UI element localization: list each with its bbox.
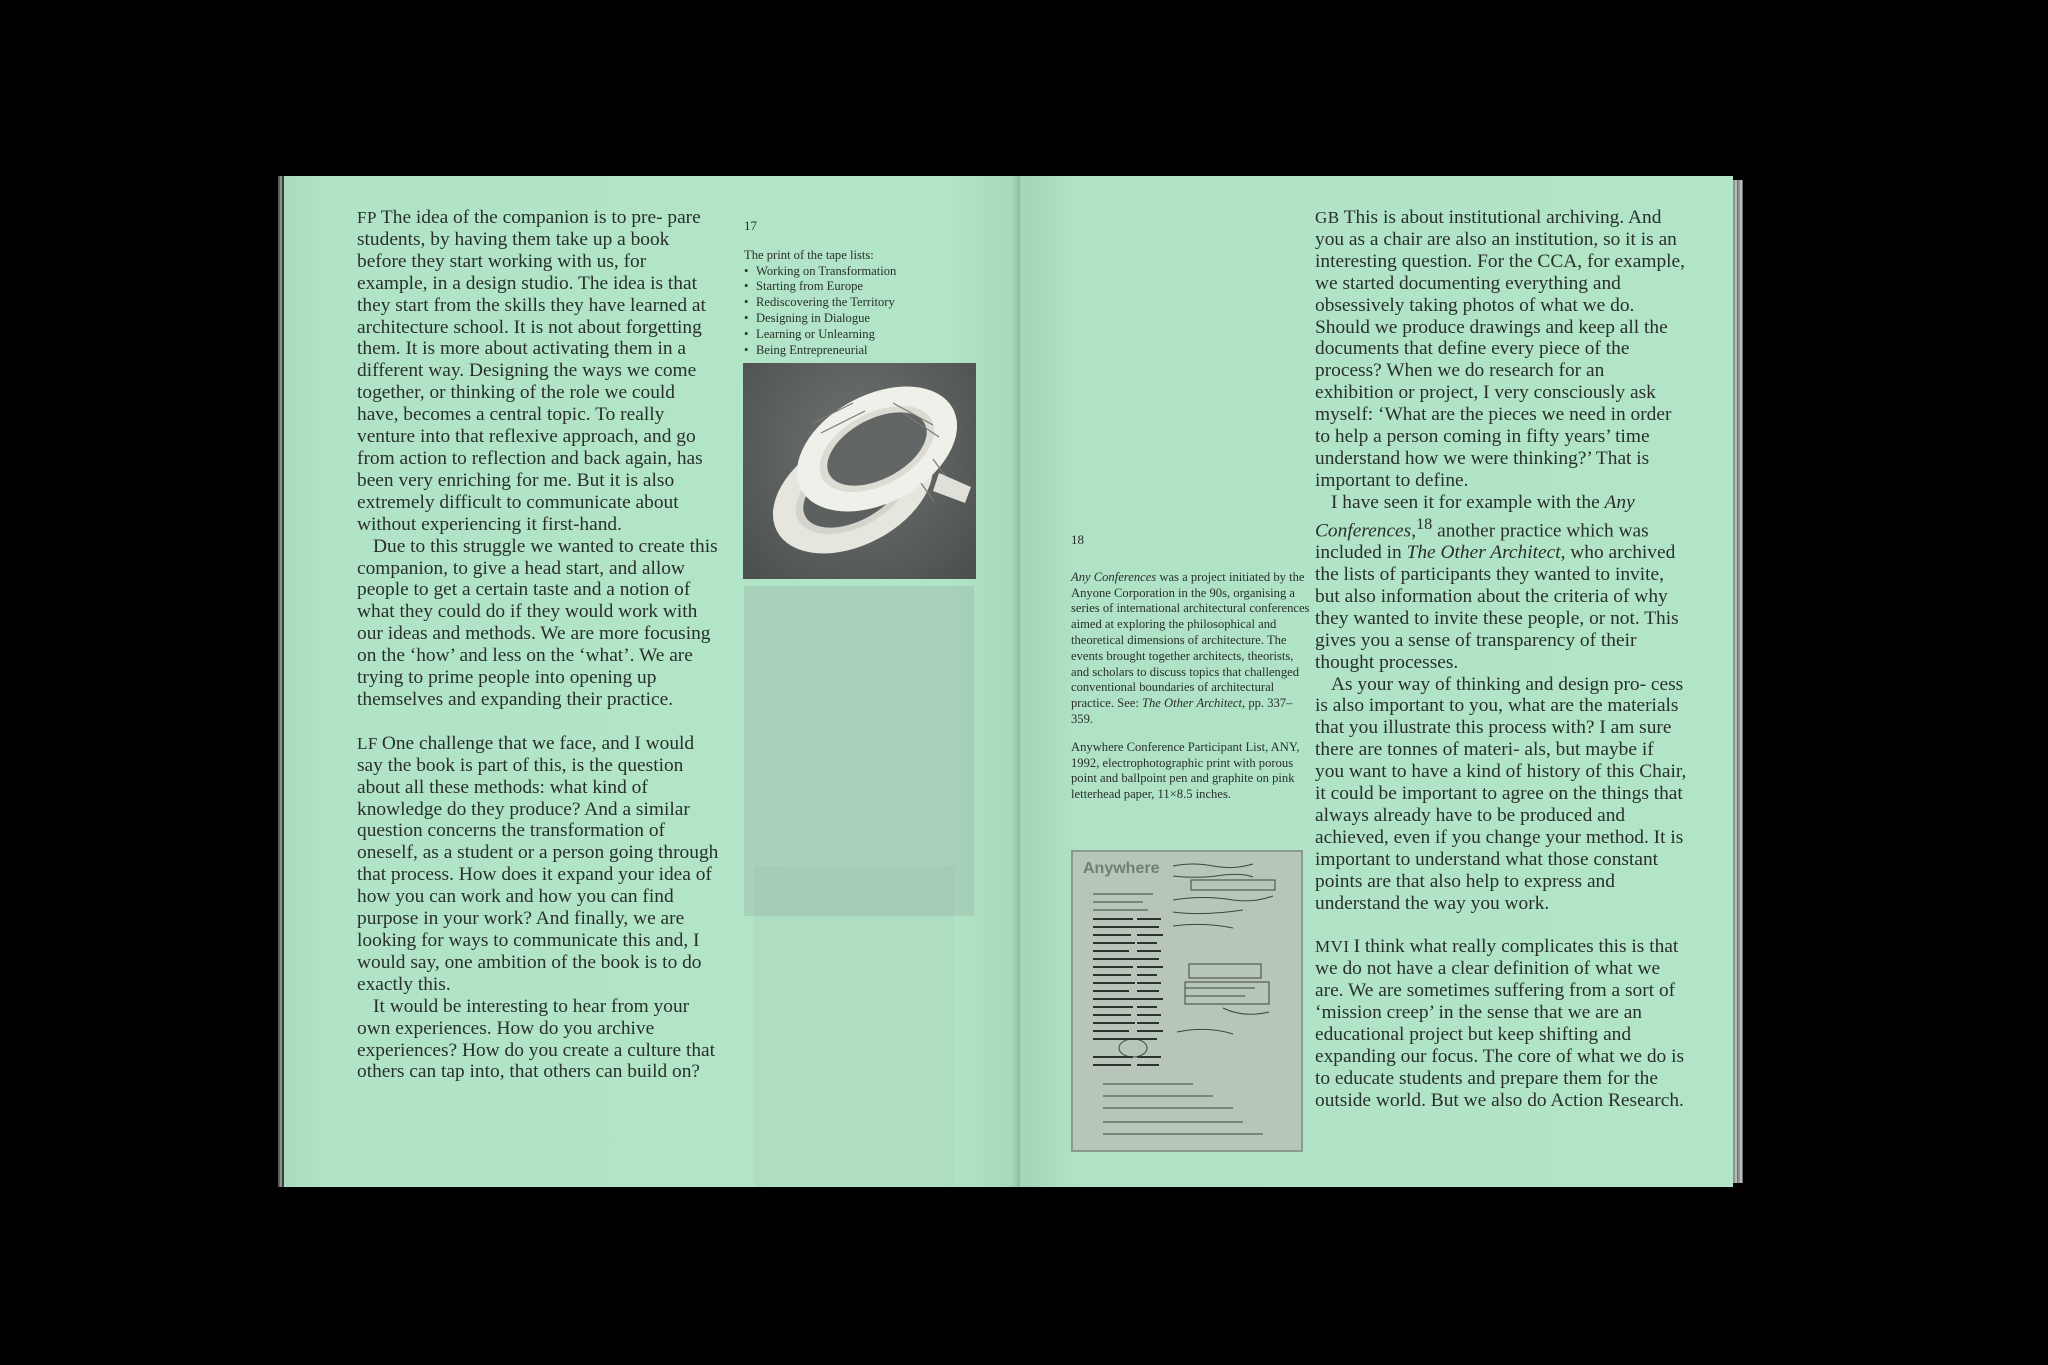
right-main-column <box>1315 207 1687 1112</box>
book-page-edges-right <box>1733 180 1743 1183</box>
paragraph-lf <box>357 733 719 996</box>
list-item: • Learning or Unlearning <box>744 327 984 343</box>
tape-roll-illustration <box>743 363 976 579</box>
paragraph: It would be interesting to hear from your own experiences. How do you archive experiences? How do you create a culture that others can tap into, that others can build on? <box>357 995 716 1083</box>
footnote-18 <box>1071 532 1311 803</box>
image-caption: Anywhere Conference Participant List, ANY, 1992, electrophotographic print with porous point and ballpoint pen and graphite on pink letterhead paper, 11×8.5 inches. <box>1071 739 1300 802</box>
paragraph: As your way of thinking and design pro- cess is also important to you, what are the materials that you illustrate this process with? I am sure there are tonnes of materi- als, but maybe if you want to have a kind of history of this Chair, it could be important to agree on the things that always already have to be produced and achieved, even if you change your method. It is important to understand what those constant points are that also help to express and understand the way you work. <box>1315 673 1687 914</box>
paragraph-text: I think what really complicates this is that we do not have a clear definition of what we are. We are sometimes suffering from a sort of ‘mission creep’ in the sense that we are an educational project but keep shifting and expanding our focus. The core of what we do is to educate students and prepare them for the outside world. But we also do Action Research. <box>1315 936 1685 1111</box>
list-item: • Designing in Dialogue <box>744 311 984 327</box>
text-span: , who archived the lists of participants they wanted to invite, but also information about the criteria of why they wanted to invite these people, or not. This gives you a sense of transparency of their thought processes. <box>1315 542 1679 673</box>
italic-title: The Other Architect <box>1406 542 1561 564</box>
paragraph-mvi <box>1315 936 1687 1111</box>
list-item: • Rediscovering the Territory <box>744 295 984 311</box>
italic-title: Any Conferences <box>1315 491 1635 542</box>
text-span: was a project initiated by the Anyone Corporation in the 90s, organising a series of international architectural conferences aimed at exploring the philosophical and theoretical dimensions of architecture. The events brought together architects, theorists, and scholars to discuss topics that challenged conventional boundaries of architectural practice. See: <box>1071 569 1310 711</box>
show-through-shadow <box>754 866 954 1187</box>
footnote-reference: 18 <box>1416 515 1433 533</box>
paragraph-text: The idea of the companion is to pre- pare students, by having them take up a book before they start working with us, for example, in a design studio. The idea is that they start from the skills they have learned at architecture school. It is not about forgetting them. It is more about activating them in a different way. Designing the ways we come together, or thinking of the role we could have, becomes a central topic. To really venture into that reflexive approach, and go from action to reflection and back again, has been very enriching for me. But it is also extremely difficult to communicate about without experiencing it first-hand. <box>357 207 706 535</box>
participant-list-heading: Anywhere <box>1083 860 1160 877</box>
footnote-number: 18 <box>1071 532 1084 547</box>
paragraph-gb <box>1315 207 1687 492</box>
left-page <box>284 176 1020 1187</box>
paragraph-text: One challenge that we face, and I would say the book is part of this, is the question about all these methods: what kind of knowledge do they produce? And a similar question concerns the transformation of oneself, as a student or a person going through that process. How does it expand your idea of how you can work and how you can find purpose in your work? And finally, we are looking for ways to communicate this and, I would say, one ambition of the book is to do exactly this. <box>357 732 719 995</box>
speaker-initials: MVI <box>1315 937 1350 957</box>
footnote-17 <box>744 218 984 358</box>
text-span: I have seen it for example with the <box>1331 491 1605 513</box>
speaker-initials: FP <box>357 208 377 227</box>
speaker-initials: LF <box>357 733 378 753</box>
italic-title: The Other Architect <box>1141 696 1243 711</box>
open-book <box>284 176 1741 1187</box>
paragraph-fp <box>357 207 719 536</box>
footnote-intro: The print of the tape lists: <box>744 247 874 262</box>
participant-list-photo <box>1071 850 1303 1152</box>
paragraph: Due to this struggle we wanted to create this companion, to give a head start, and allow people to get a certain taste and a notion of what they could do if they would work with our ideas and methods. We are more focusing on the ‘how’ and less on the ‘what’. We are trying to prime people into opening up themselves and expanding their practice. <box>357 535 718 710</box>
tape-list <box>744 264 984 359</box>
speaker-initials: GB <box>1315 208 1340 227</box>
left-main-column <box>357 207 719 1083</box>
list-item: • Working on Transformation <box>744 264 984 280</box>
list-item: • Starting from Europe <box>744 279 984 295</box>
text-span: , pp. 337–359. <box>1071 696 1293 726</box>
tape-roll-photo <box>743 363 976 579</box>
footnote-number: 17 <box>744 218 757 233</box>
paragraph-any-conferences: I have seen it for example with the Any Conferences,$^{18}$ another practice which was included in The Other Architect, who archived the lists of participants they wanted to invite, but also information about the criteria of why they wanted to invite these people, or not. This gives you a sense of transparency of their thought processes. <box>1315 491 1679 673</box>
footnote-text <box>1071 570 1311 728</box>
italic-title: Any Conferences <box>1071 569 1157 584</box>
paragraph-text: This is about institutional archiving. And you as a chair are also an institution, so it is an interesting question. For the CCA, for example, we started documenting everything and obsessively taking photos of what we do. Should we produce drawings and keep all the documents that define every piece of the process? When we do research for an exhibition or project, I very consciously ask myself: ‘What are the pieces we need in order to help a person coming in fifty years’ time understand how we were thinking?’ That is important to define. <box>1315 207 1685 491</box>
text-span: another practice which was included in <box>1315 520 1649 564</box>
list-item: • Being Entrepreneurial <box>744 343 984 359</box>
participant-list-scribbles <box>1073 852 1301 1150</box>
